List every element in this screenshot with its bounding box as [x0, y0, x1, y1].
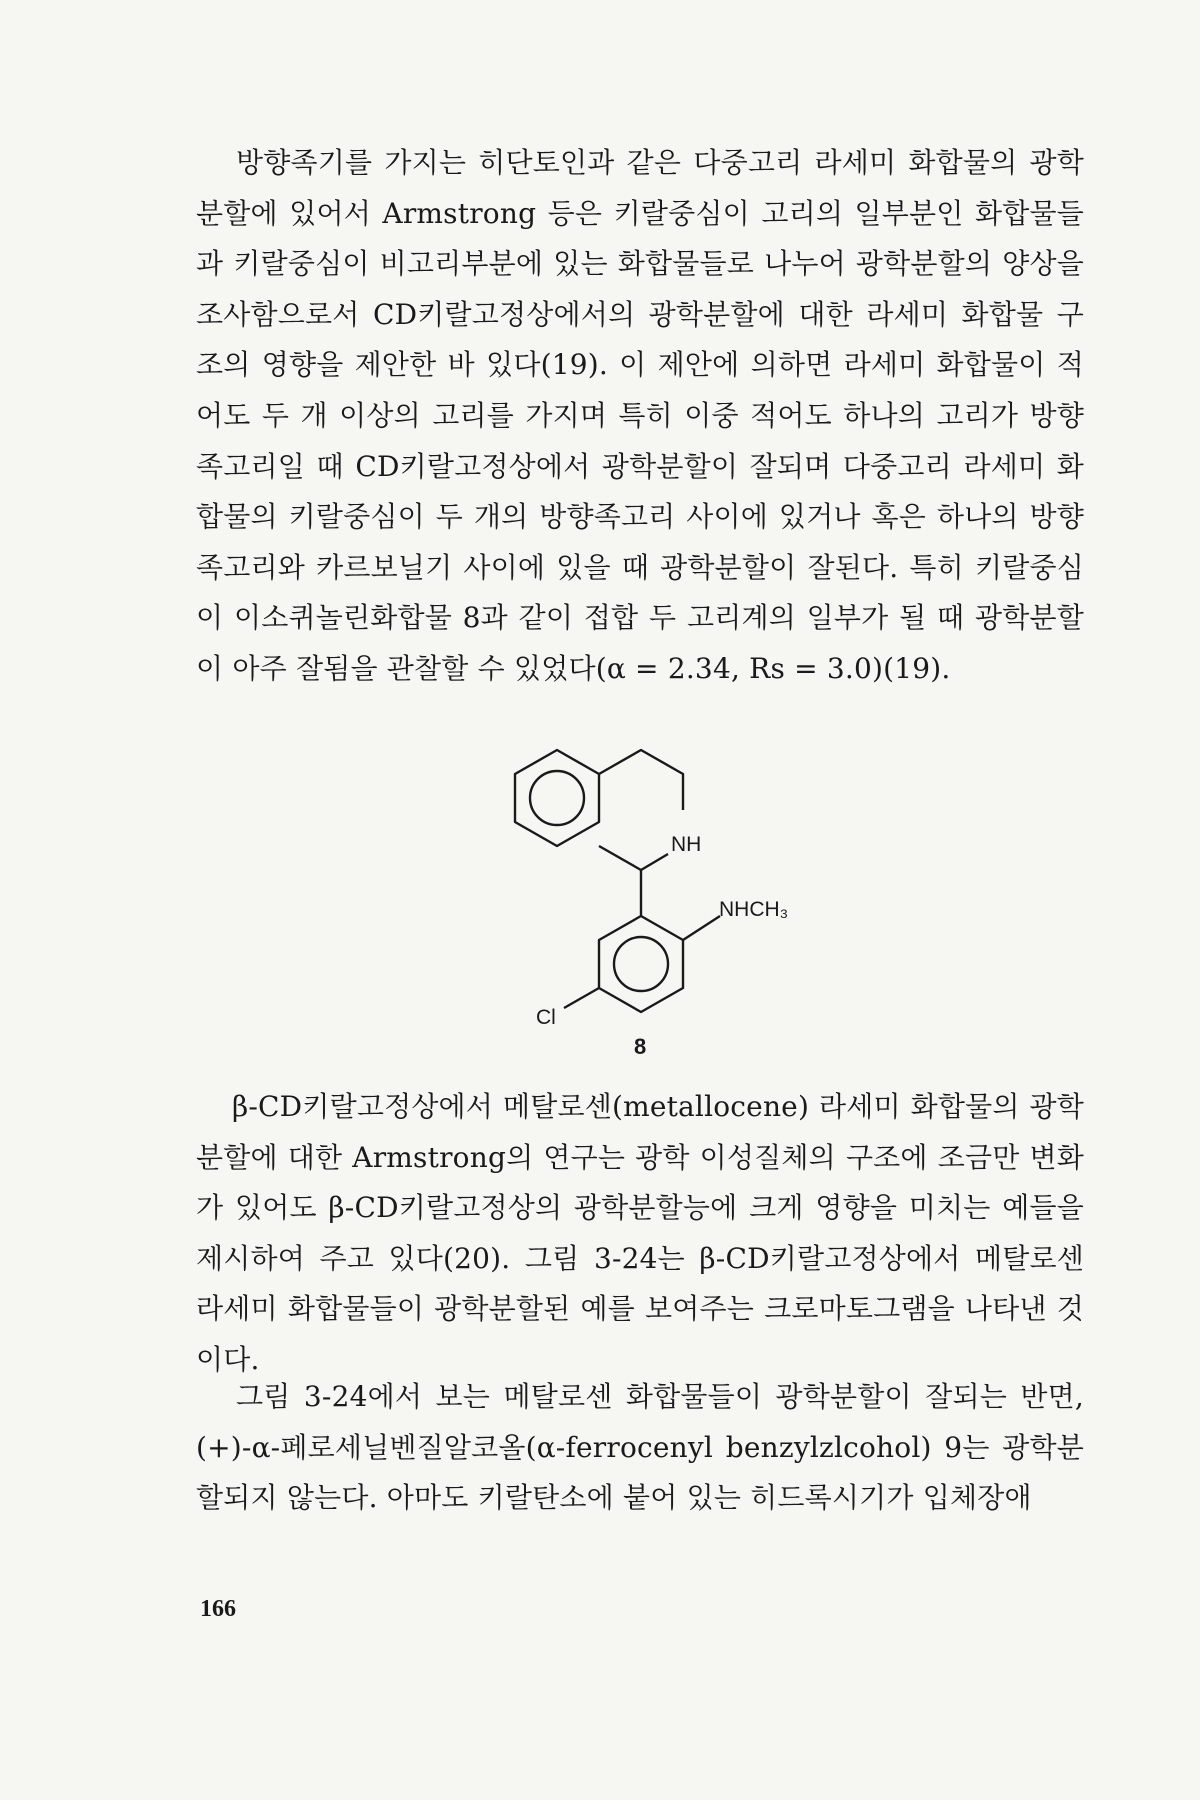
nhch3-bond: [683, 916, 720, 940]
benzene-ring: [515, 750, 599, 846]
lower-aromatic-circle: [614, 937, 668, 991]
page-number: 166: [200, 1596, 236, 1622]
paragraph-3: 그림 3-24에서 보는 메탈로센 화합물들이 광학분할이 잘되는 반면, (+)-α-페로세닐벤질알코올(α-ferrocenyl benzylzlcohol) 9는 광학분할되지 않는다. 아마도 키랄탄소에 붙어 있는 히드록시기가 입체장애: [196, 1380, 1084, 1515]
chemical-structure-figure: [520, 748, 789, 1059]
paragraph-1: 방향족기를 가지는 히단토인과 같은 다중고리 라세미 화합물의 광학분할에 있어서 Armstrong 등은 키랄중심이 고리의 일부분인 화합물들과 키랄중심이 비고리부분에 있는 화합물들로 나누어 광학분할의 양상을 조사함으로서 CD키랄고정상에서의 광학분할에 대한 라세미 화합물 구조의 영향을 제안한 바 있다(19). 이 제안에 의하면 라세미 화합물이 적어도 두 개 이상의 고리를 가지며 특히 이중 적어도 하나의 고리가 방향족고리일 때 CD키랄고정상에서 광학분할이 잘되며 다중고리 라세미 화합물의 키랄중심이 두 개의 방향족고리 사이에 있거나 혹은 하나의 방향족고리와 카르보닐기 사이에 있을 때 광학분할이 잘된다. 특히 키랄중심이 이소퀴놀린화합물 8과 같이 접합 두 고리계의 일부가 될 때 광학분할이 아주 잘됨을 관찰할 수 있었다(α = 2.34, Rs = 3.0)(19).: [196, 146, 1084, 685]
tetrahydro-ring-top: [599, 750, 683, 810]
nhch3-label: NHCH₃: [719, 898, 789, 921]
lower-benzene-ring: [599, 916, 683, 1012]
nh-label: NH: [671, 833, 702, 856]
tetrahydro-ring-bottom: [599, 846, 668, 870]
compound-number: 8: [634, 1034, 647, 1059]
paragraph-2: β-CD키랄고정상에서 메탈로센(metallocene) 라세미 화합물의 광학분할에 대한 Armstrong의 연구는 광학 이성질체의 구조에 조금만 변화가 있어도 β-CD키랄고정상의 광학분할능에 크게 영향을 미치는 예들을 제시하여 주고 있다(20). 그림 3-24는 β-CD키랄고정상에서 메탈로센 라세미 화합물들이 광학분할된 예를 보여주는 크로마토그램을 나타낸 것이다.: [196, 1090, 1084, 1376]
aromatic-circle: [530, 771, 584, 825]
cl-bond: [564, 988, 599, 1008]
isoquinoline-structure-diagram: [520, 748, 789, 1059]
cl-label: Cl: [536, 1006, 556, 1029]
